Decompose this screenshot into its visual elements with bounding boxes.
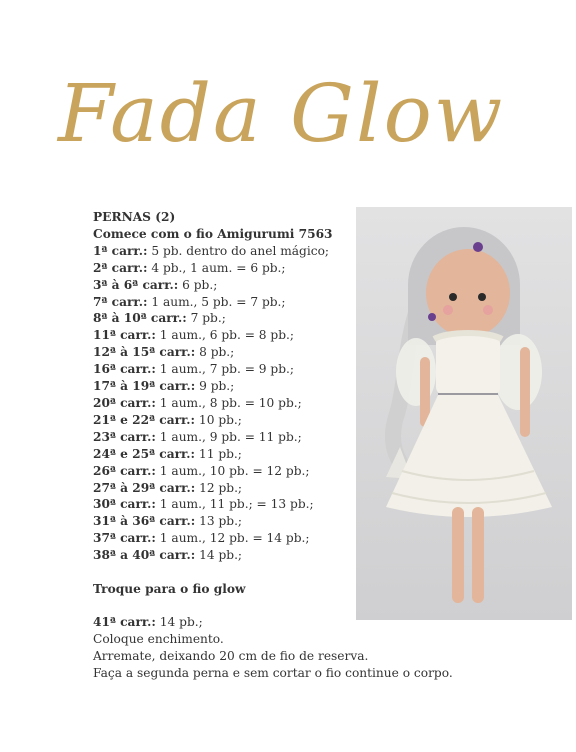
round-text: 9 pb.; [195,379,235,394]
round-label: 17ª à 19ª carr.: [93,379,196,394]
round-text: 6 pb.; [178,277,218,292]
round-text: 1 aum., 6 pb. = 8 pb.; [155,328,294,343]
round-label: 20ª carr.: [93,395,156,410]
round-label: 11ª carr.: [93,328,156,343]
round-line [93,412,353,429]
round-line [93,429,353,446]
doll-illustration [356,207,572,620]
round-label: 7ª carr.: [93,294,148,309]
round-label: 24ª e 25ª carr.: [93,446,196,461]
rounds-list [93,243,353,564]
round-line [93,260,353,277]
yarn-change: Troque para o fio glow [93,582,246,597]
round-text: 8 pb.; [195,345,235,360]
round-line: 41ª carr.: 14 pb.; [93,615,203,629]
round-label: 38ª a 40ª carr.: [93,548,196,563]
round-line [93,530,353,547]
doll-photo [356,207,572,620]
round-line [93,327,353,344]
round-line [93,463,353,480]
round-line [93,547,353,564]
round-text: 5 pb. dentro do anel mágico; [147,243,330,258]
round-line [93,378,353,395]
round-text: 4 pb., 1 aum. = 6 pb.; [147,260,286,275]
round-text: 13 pb.; [195,514,243,529]
page-title: Fada Glow [58,67,505,160]
round-text: 1 aum., 9 pb. = 11 pb.; [155,429,302,444]
round-line [93,496,353,513]
instruction-line: Faça a segunda perna e sem cortar o fio continue o corpo. [93,665,453,680]
round-text: 1 aum., 8 pb. = 10 pb.; [155,395,302,410]
round-label: 12ª à 15ª carr.: [93,345,196,360]
instruction-line: Arremate, deixando 20 cm de fio de reserva. [93,648,369,663]
round-line [93,294,353,311]
round-text: 10 pb.; [195,412,242,427]
round-line [93,446,353,463]
round-label: 30ª carr.: [93,497,156,512]
round-label: 37ª carr.: [93,531,156,546]
round-text: 1 aum., 11 pb.; = 13 pb.; [155,497,314,512]
round-text: 1 aum., 12 pb. = 14 pb.; [155,531,310,546]
round-label: 8ª à 10ª carr.: [93,311,187,326]
yarn-intro: Comece com o fio Amigurumi 7563 [93,226,333,241]
round-label: 2ª carr.: [93,260,148,275]
round-line [93,277,353,294]
round-text: 1 aum., 5 pb. = 7 pb.; [147,294,286,309]
round-line [93,513,353,530]
round-label: 23ª carr.: [93,429,156,444]
section-heading: PERNAS (2) [93,210,176,224]
round-text: 11 pb.; [195,446,242,461]
round-label: 16ª carr.: [93,362,156,377]
round-text: 12 pb.; [195,480,243,495]
round-line [93,480,353,497]
round-label: 26ª carr.: [93,463,156,478]
final-steps [93,614,453,682]
round-label: 3ª à 6ª carr.: [93,277,179,292]
round-text: 14 pb.; [195,548,243,563]
round-text: 1 aum., 7 pb. = 9 pb.; [155,362,294,377]
round-line [93,395,353,412]
round-line [93,310,353,327]
round-label: 21ª e 22ª carr.: [93,412,196,427]
pattern-block [93,209,353,598]
round-label: 31ª à 36ª carr.: [93,514,196,529]
round-text: 1 aum., 10 pb. = 12 pb.; [155,463,310,478]
instruction-line: Coloque enchimento. [93,631,224,646]
round-label: 1ª carr.: [93,243,148,258]
round-line [93,361,353,378]
round-line [93,243,353,260]
round-text: 7 pb.; [186,311,226,326]
round-label: 27ª à 29ª carr.: [93,480,196,495]
round-line [93,344,353,361]
